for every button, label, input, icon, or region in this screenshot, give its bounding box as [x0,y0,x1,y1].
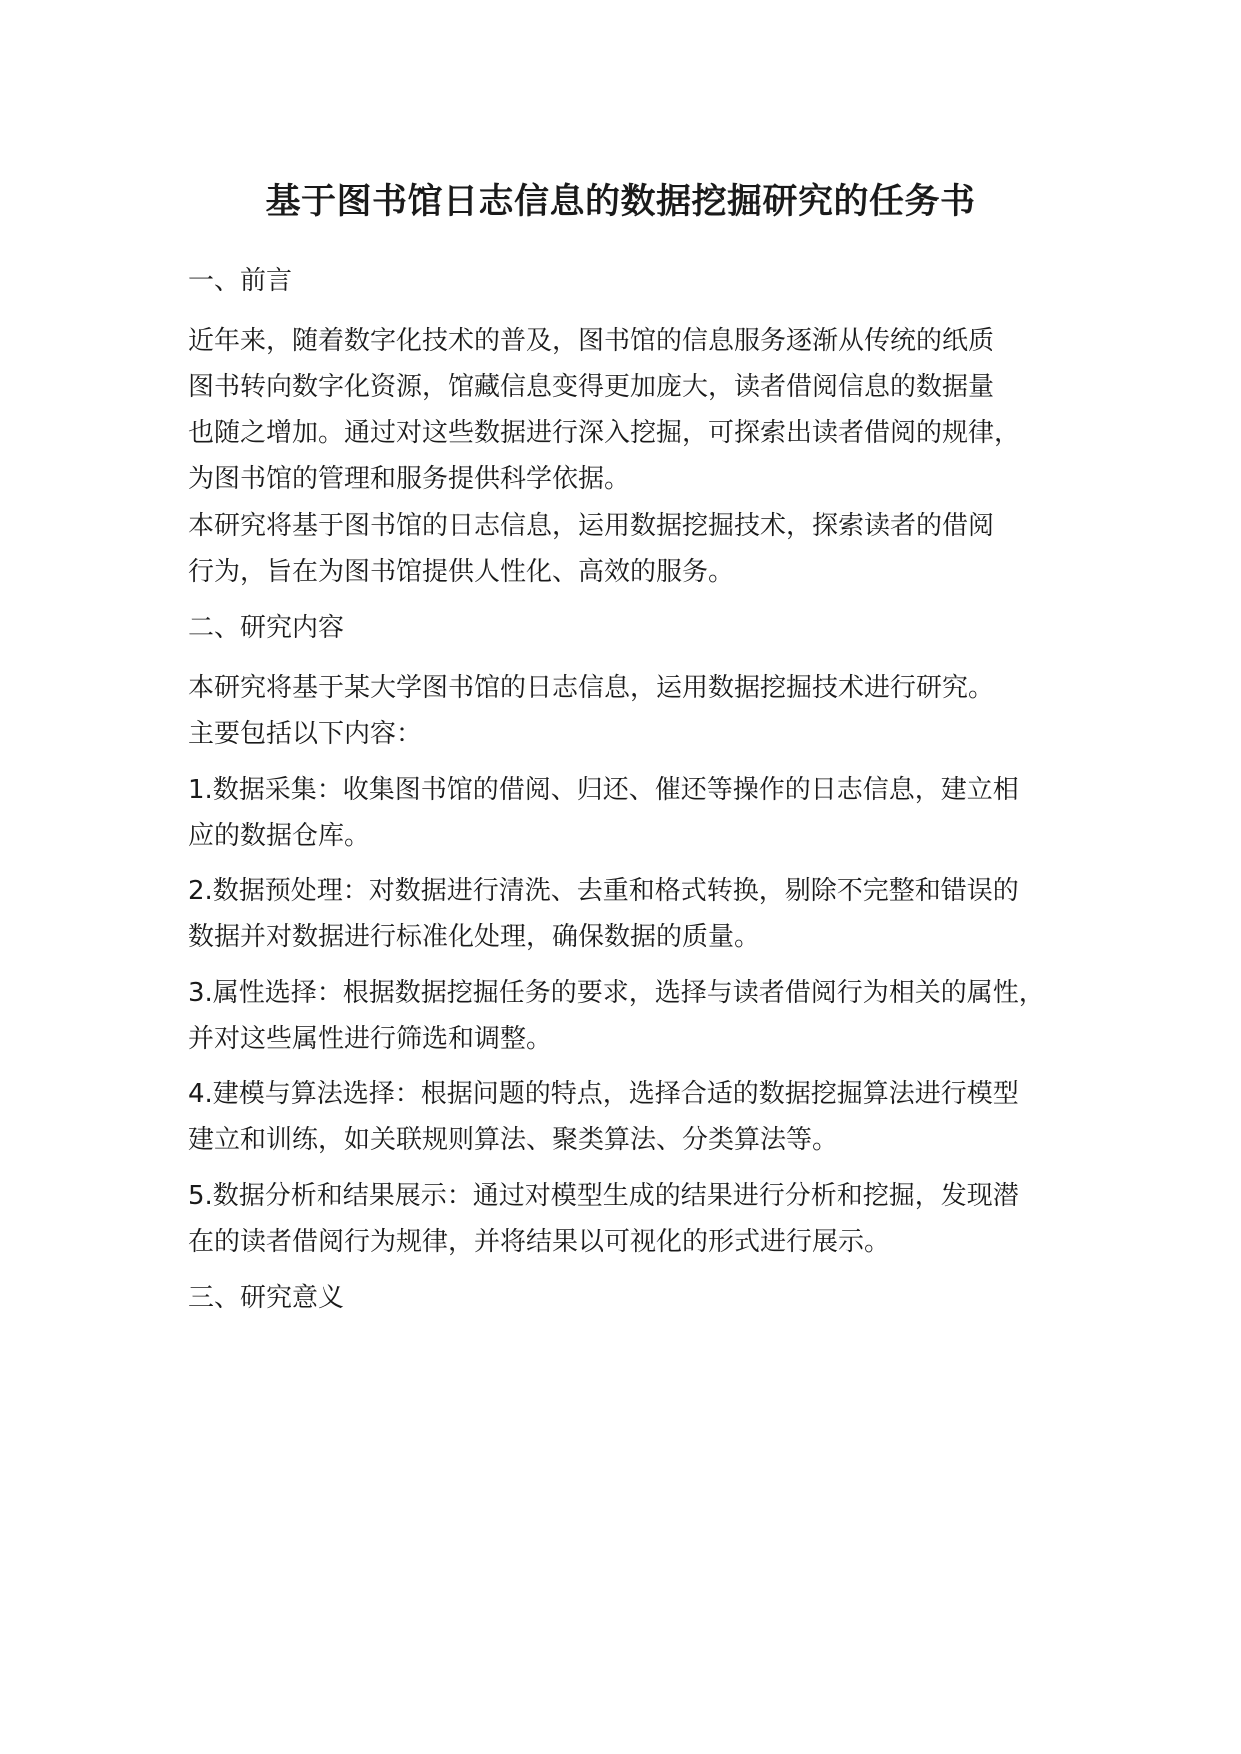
section-heading-preface [188,258,292,304]
paragraph-line: 图书转向数字化资源，馆藏信息变得更加庞大，读者借阅信息的数据量 [188,372,995,402]
paragraph-line: 应的数据仓库。 [188,821,371,851]
paragraph-line: 主要包括以下内容： [188,719,423,749]
paragraph-line: 建立和训练，如关联规则算法、聚类算法、分类算法等。 [188,1125,839,1155]
paragraph-line: 3.属性选择：根据数据挖掘任务的要求，选择与读者借阅行为相关的属性， [188,978,1045,1008]
list-item-modeling [188,1071,1019,1163]
paragraph-line: 也随之增加。通过对这些数据进行深入挖掘，可探索出读者借阅的规律， [188,418,1021,448]
paragraph-line: 并对这些属性进行筛选和调整。 [188,1024,553,1054]
list-item-attribute-selection [188,970,1045,1062]
list-item-preprocessing [188,868,1019,960]
section-heading-significance [188,1275,344,1321]
heading-text: 二、研究内容 [188,613,345,643]
heading-text: 三、研究意义 [188,1283,345,1313]
list-item-analysis [188,1173,1019,1265]
heading-text: 一、前言 [188,266,293,296]
document-title: 基于图书馆日志信息的数据挖掘研究的任务书 [265,182,976,222]
section-heading-content [188,605,344,651]
paragraph-line: 数据并对数据进行标准化处理，确保数据的质量。 [188,922,761,952]
paragraph-line: 本研究将基于某大学图书馆的日志信息，运用数据挖掘技术进行研究。 [188,673,995,703]
paragraph-line: 行为，旨在为图书馆提供人性化、高效的服务。 [188,557,735,587]
paragraph-preface-2 [188,503,994,595]
paragraph-line: 2.数据预处理：对数据进行清洗、去重和格式转换，剔除不完整和错误的 [188,876,1019,906]
paragraph-content-intro [188,665,994,757]
paragraph-line: 为图书馆的管理和服务提供科学依据。 [188,464,631,494]
list-item-data-collection [188,767,1019,859]
paragraph-line: 1.数据采集：收集图书馆的借阅、归还、催还等操作的日志信息，建立相 [188,775,1019,805]
paragraph-preface-1 [188,318,1020,502]
paragraph-line: 在的读者借阅行为规律，并将结果以可视化的形式进行展示。 [188,1227,891,1257]
paragraph-line: 近年来，随着数字化技术的普及，图书馆的信息服务逐渐从传统的纸质 [188,326,995,356]
paragraph-line: 5.数据分析和结果展示：通过对模型生成的结果进行分析和挖掘，发现潜 [188,1181,1019,1211]
paragraph-line: 本研究将基于图书馆的日志信息，运用数据挖掘技术，探索读者的借阅 [188,511,995,541]
paragraph-line: 4.建模与算法选择：根据问题的特点，选择合适的数据挖掘算法进行模型 [188,1079,1019,1109]
